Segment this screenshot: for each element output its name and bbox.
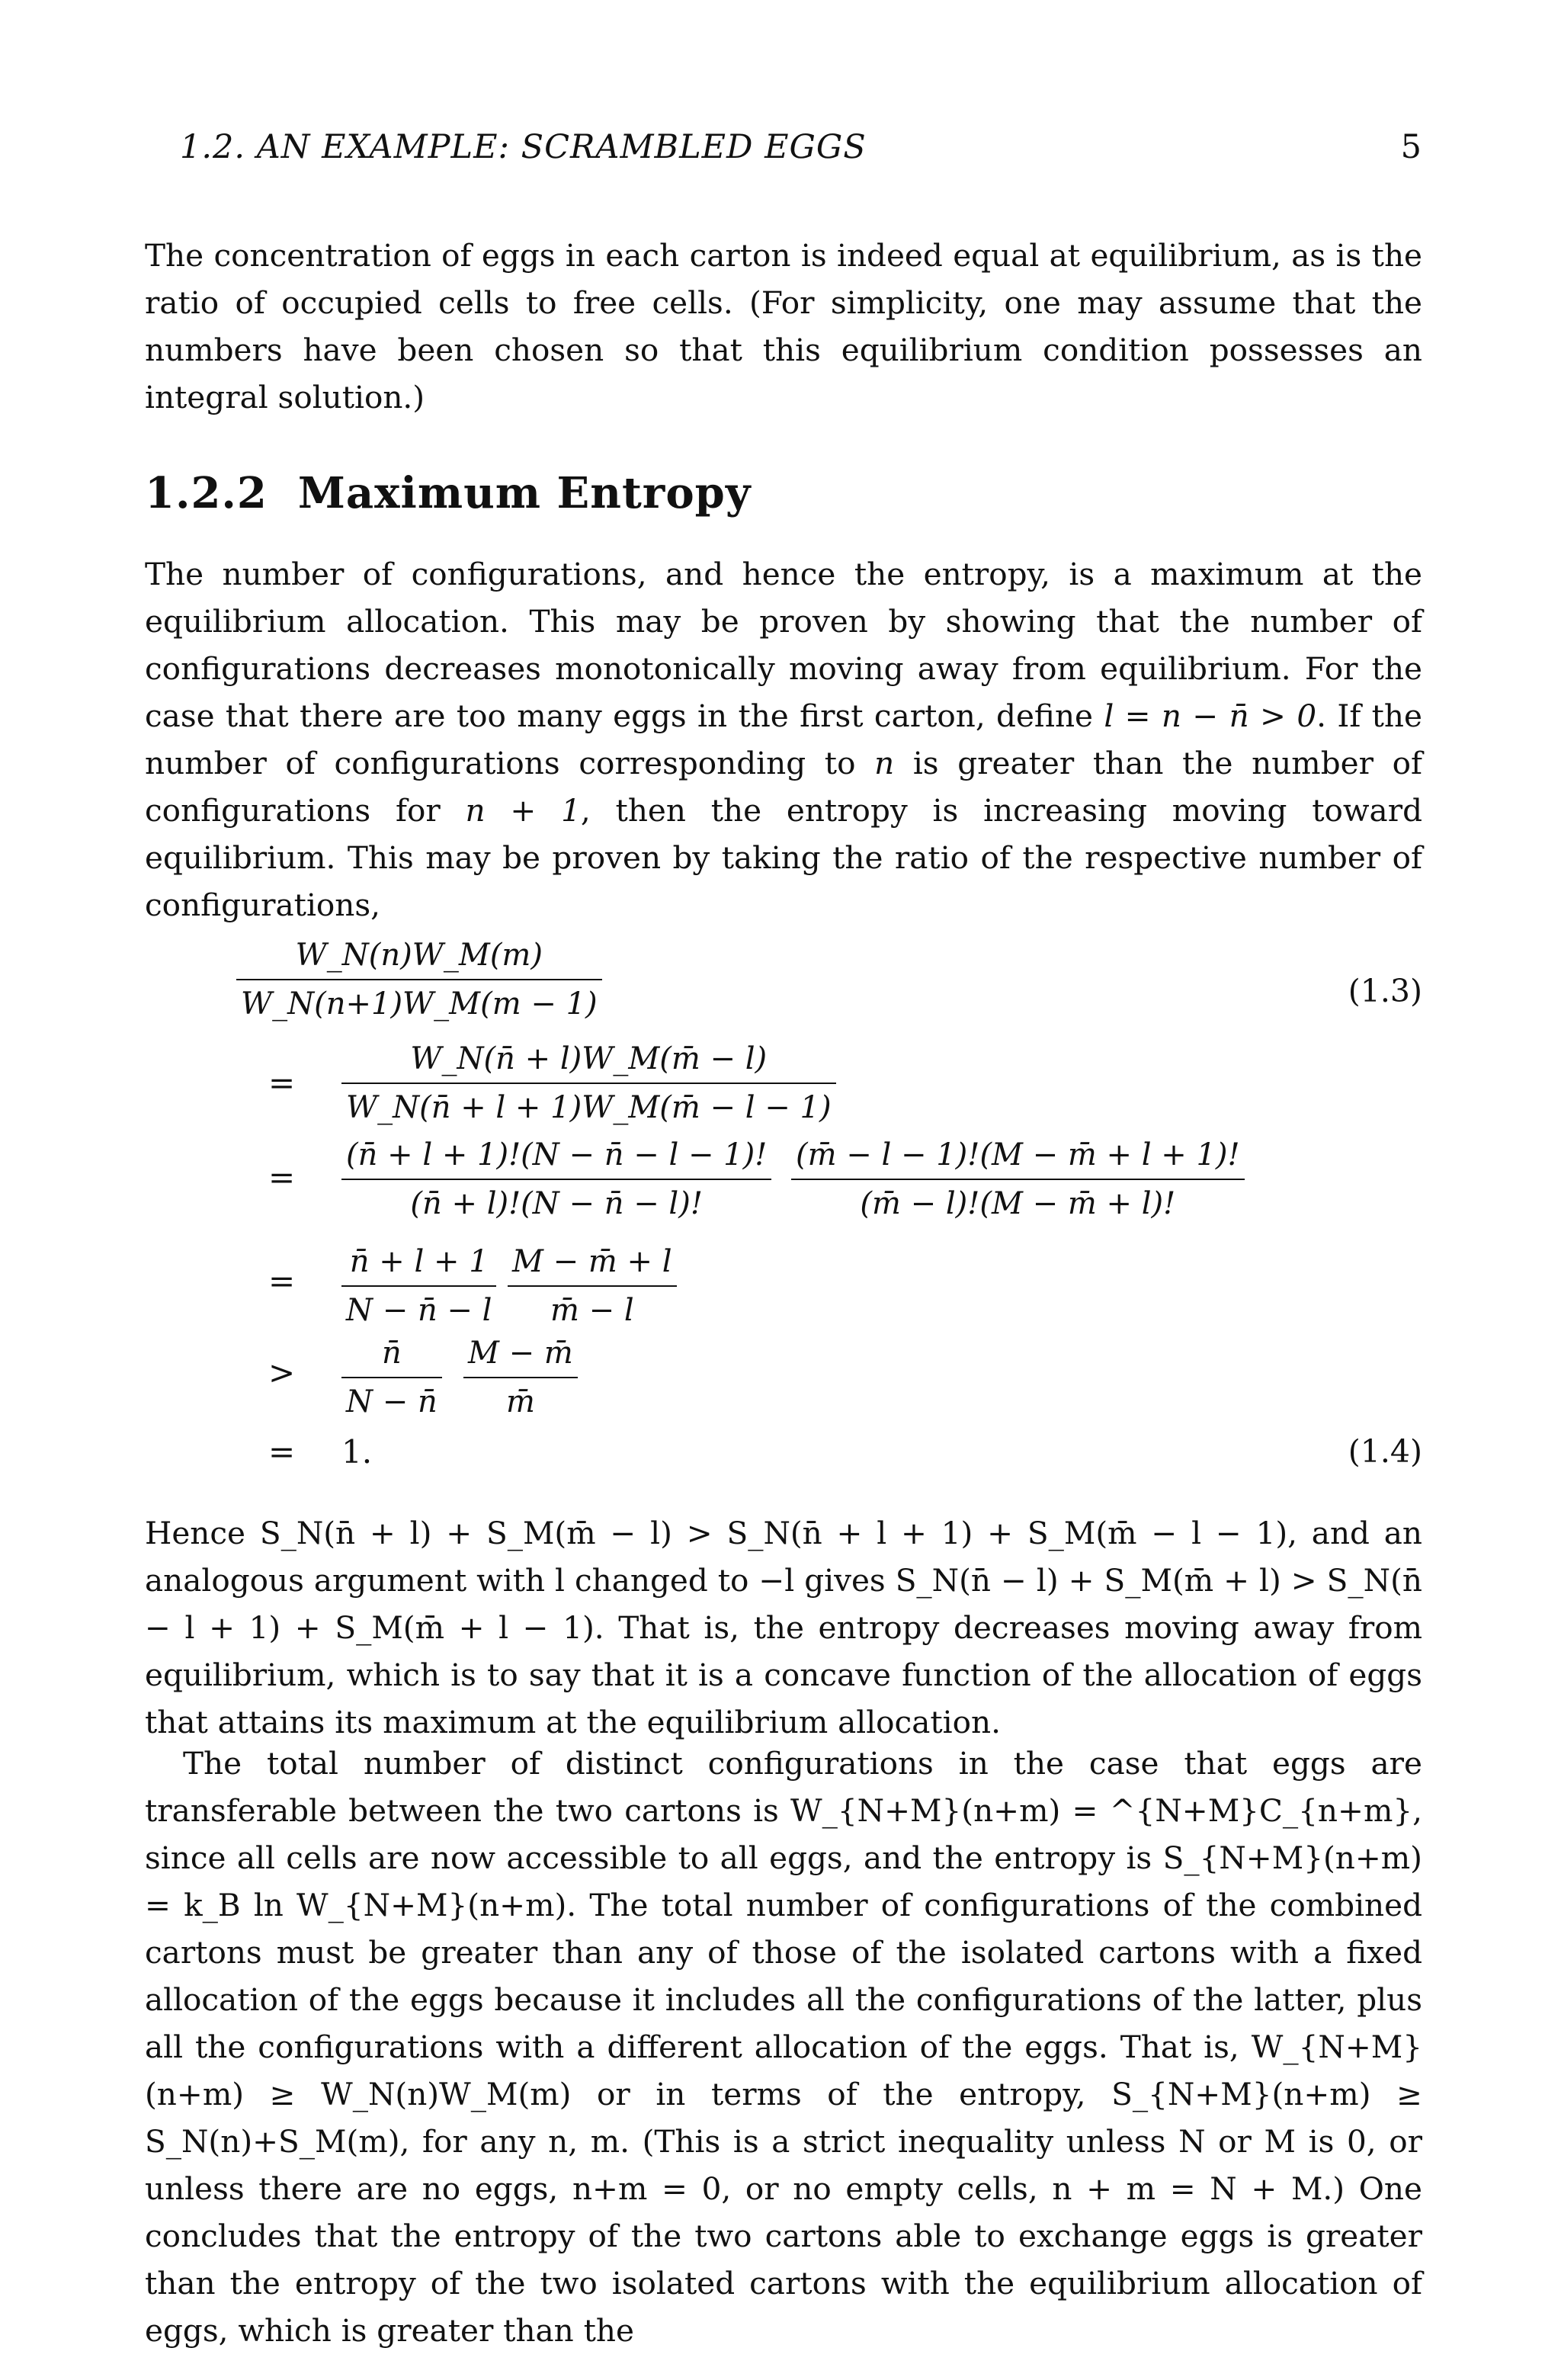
fraction-numerator: (n̄ + l + 1)!(N − n̄ − l − 1)! (341, 1134, 771, 1180)
fraction-4a (341, 1241, 496, 1331)
equation-number: (1.4) (1348, 1433, 1422, 1470)
fraction-denominator: W_N(n+1)W_M(m − 1) (241, 986, 598, 1022)
fraction-denominator: m̄ − l (550, 1293, 634, 1328)
text-run: The number of configurations, and hence the entropy, is a maximum at the equilibrium allocation. This may be proven by showing that the number of configurations decreases monotonically moving away from equilibrium. For the case that there are too many eggs in the first carton, define (145, 556, 1422, 734)
fraction-numerator: n̄ (341, 1333, 442, 1378)
fraction-5b (463, 1333, 578, 1423)
page-number: 5 (1400, 128, 1422, 166)
inline-math: n + 1 (465, 792, 581, 829)
section-number: 1.2.2 (145, 468, 268, 518)
equation-result: 1. (341, 1433, 373, 1471)
fraction-5a (341, 1333, 442, 1423)
fraction-numerator: M − m̄ + l (508, 1241, 677, 1287)
fraction-3b (791, 1134, 1245, 1224)
paragraph-hence-text: Hence S_N(n̄ + l) + S_M(m̄ − l) > S_N(n̄ + l + 1) + S_M(m̄ − l − 1), and an analogous argument with l changed to −l gives S_N(n̄ − l) + S_M(m̄ + l) > S_N(n̄ − l + 1) + S_M(m̄ + l − 1). That is, the entropy decreases moving away from equilibrium, which is to say that it is a concave function of the allocation of eggs that attains its maximum at the equilibrium allocation. (145, 1515, 1422, 1740)
paragraph-intro (145, 232, 1422, 421)
running-title: 1.2. AN EXAMPLE: SCRAMBLED EGGS (180, 128, 867, 166)
equals-sign: = (268, 1433, 296, 1471)
equation-number: (1.3) (1348, 973, 1422, 1009)
fraction-1 (236, 935, 602, 1025)
equals-sign: = (268, 1064, 296, 1102)
paragraph-intro-text: The concentration of eggs in each carton is indeed equal at equilibrium, as is the ratio of occupied cells to free cells. (For simplicity, one may assume that the numbers have been chosen so that this equilibrium condition possesses an integral solution.) (145, 237, 1422, 415)
paragraph-total (145, 1740, 1422, 2354)
running-header (180, 128, 1422, 174)
fraction-numerator: (m̄ − l − 1)!(M − m̄ + l + 1)! (791, 1134, 1245, 1180)
fraction-numerator: n̄ + l + 1 (341, 1241, 496, 1287)
text-run: , then the entropy is increasing moving toward equilibrium. This may be proven by taking the ratio of the respective number of configurations, (145, 792, 1422, 923)
text-run: . If the number of configurations corresponding to (145, 698, 1422, 781)
section-title: Maximum Entropy (297, 468, 752, 518)
fraction-numerator: M − m̄ (463, 1333, 578, 1378)
equals-sign: = (268, 1159, 296, 1196)
fraction-numerator: W_N(n̄ + l)W_M(m̄ − l) (341, 1038, 836, 1084)
paragraph-hence (145, 1509, 1422, 1746)
fraction-2 (341, 1038, 836, 1128)
fraction-4b (508, 1241, 677, 1331)
fraction-denominator: (n̄ + l)!(N − n̄ − l)! (410, 1186, 703, 1221)
section-heading (145, 468, 751, 518)
fraction-denominator: N − n̄ (346, 1384, 438, 1419)
fraction-denominator: (m̄ − l)!(M − m̄ + l)! (860, 1186, 1176, 1221)
inline-math: n (874, 745, 895, 781)
fraction-denominator: N − n̄ − l (346, 1293, 492, 1328)
fraction-3a (341, 1134, 771, 1224)
text-run: is greater than the number of configurations for (145, 745, 1422, 829)
inline-math: l = n − n̄ > 0 (1104, 698, 1317, 734)
fraction-numerator: W_N(n)W_M(m) (236, 935, 602, 980)
paragraph-total-text: The total number of distinct configurations in the case that eggs are transferable between the two cartons is W_{N+M}(n+m) = ^{N+M}C_{n+m}, since all cells are now accessible to all eggs, and the entropy is S_{N+M}(n+m) = k_B ln W_{N+M}(n+m). The total number of configurations of the combined cartons must be greater than any of those of the isolated cartons with a fixed allocation of the eggs because it includes all the configurations of the latter, plus all the configurations with a different allocation of the eggs. That is, W_{N+M}(n+m) ≥ W_N(n)W_M(m) or in terms of the entropy, S_{N+M}(n+m) ≥ S_N(n)+S_M(m), for any n, m. (This is a strict inequality unless N or M is 0, or unless there are no eggs, n+m = 0, or no empty cells, n + m = N + M.) One concludes that the entropy of the two cartons able to exchange eggs is greater than the entropy of the two isolated cartons with the equilibrium allocation of eggs, which is greater than the (145, 1745, 1422, 2349)
paragraph-maximum-entropy (145, 550, 1422, 929)
fraction-denominator: W_N(n̄ + l + 1)W_M(m̄ − l − 1) (346, 1090, 832, 1125)
greater-sign: > (268, 1354, 296, 1391)
equals-sign: = (268, 1262, 296, 1300)
fraction-denominator: m̄ (505, 1384, 535, 1419)
